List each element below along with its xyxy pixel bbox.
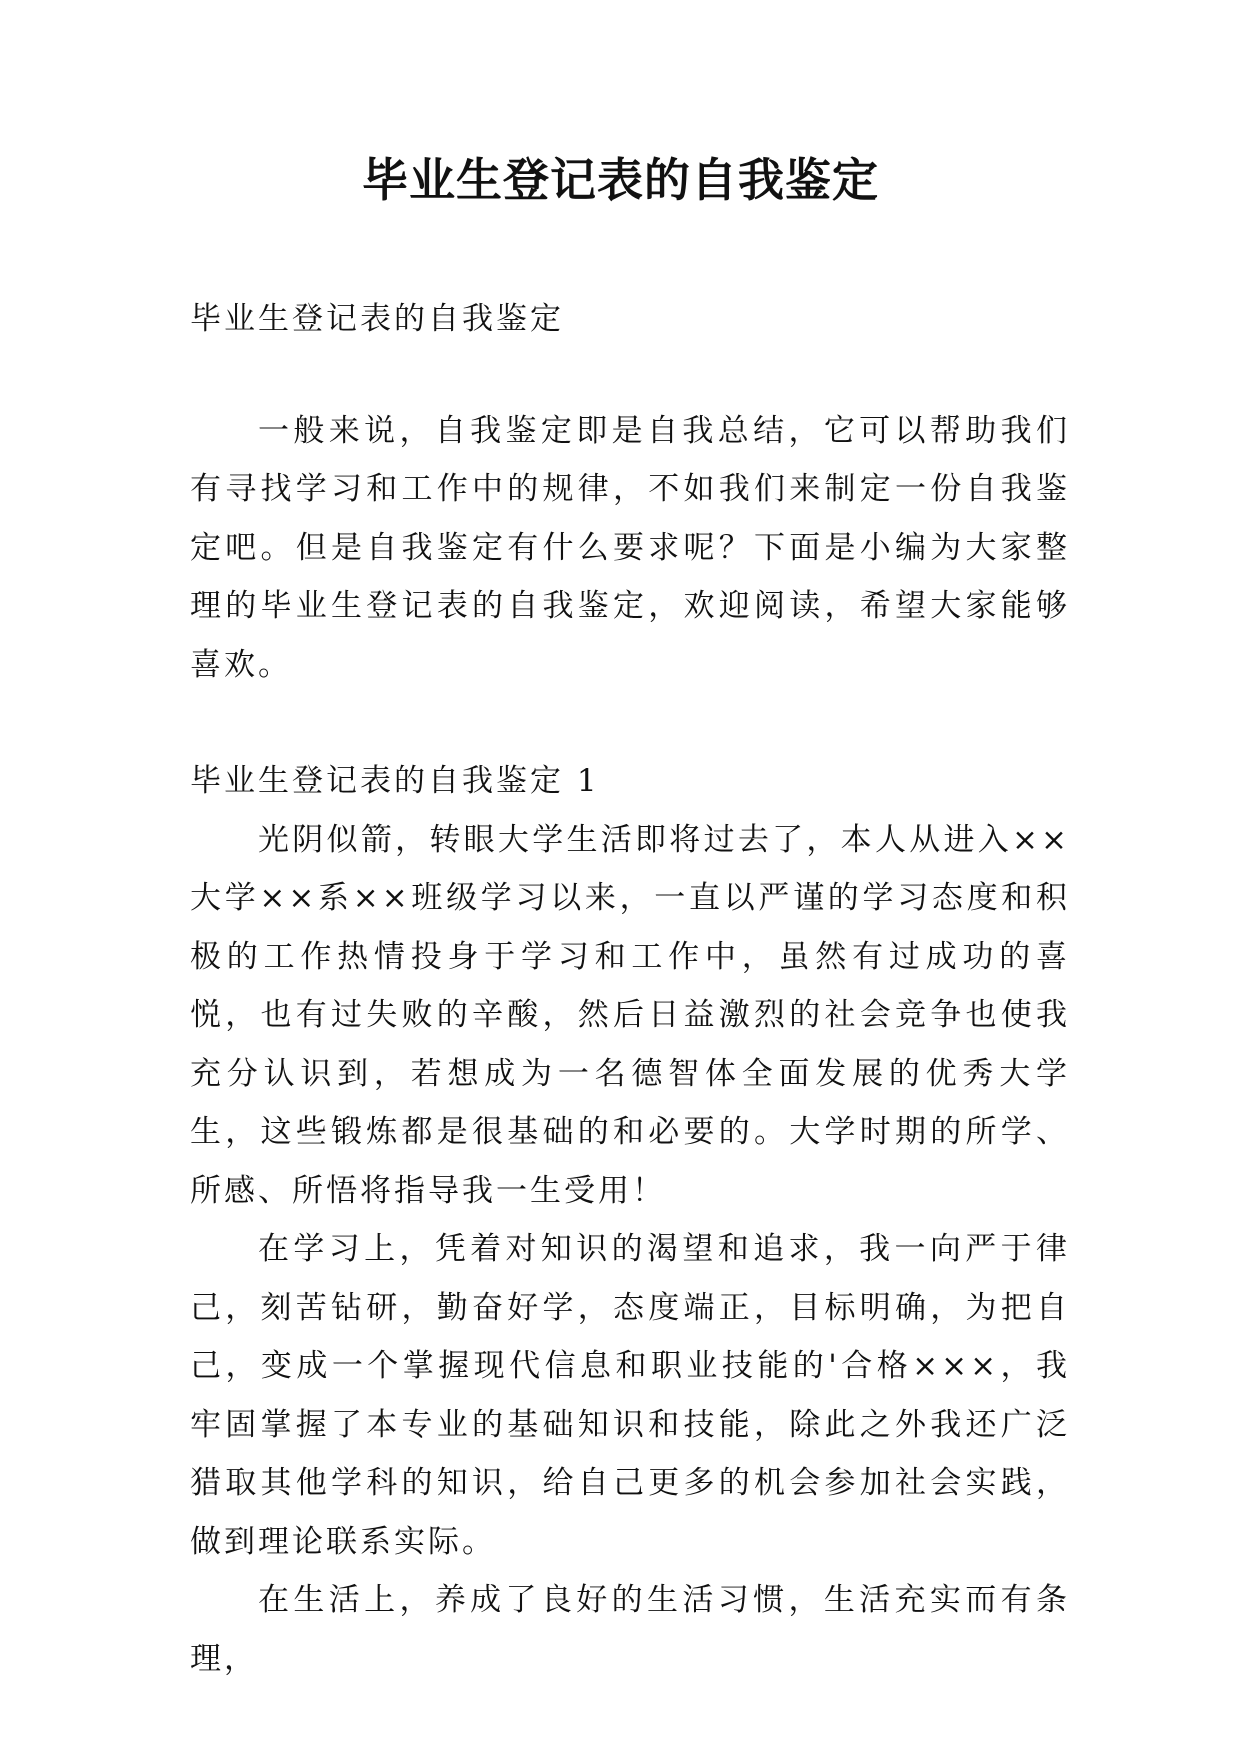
document-body	[190, 290, 1070, 1688]
body-paragraph-1: 光阴似箭，转眼大学生活即将过去了，本人从进入××大学××系××班级学习以来，一直以严谨的学习态度和积极的工作热情投身于学习和工作中，虽然有过成功的喜悦，也有过失败的辛酸，然后日益激烈的社会竞争也使我充分认识到，若想成为一名德智体全面发展的优秀大学生，这些锻炼都是很基础的和必要的。大学时期的所学、所感、所悟将指导我一生受用！	[190, 821, 1070, 1209]
body-paragraph-3: 在生活上，养成了良好的生活习惯，生活充实而有条理，	[190, 1582, 1070, 1677]
document-title: 毕业生登记表的自我鉴定	[362, 153, 879, 207]
body-paragraph-2: 在学习上，凭着对知识的渴望和追求，我一向严于律己，刻苦钻研，勤奋好学，态度端正，目标明确，为把自己，变成一个掌握现代信息和职业技能的'合格×××，我牢固掌握了本专业的基础知识和技能，除此之外我还广泛猎取其他学科的知识，给自己更多的机会参加社会实践，做到理论联系实际。	[190, 1231, 1070, 1560]
document-subtitle: 毕业生登记表的自我鉴定	[190, 301, 564, 337]
intro-paragraph: 一般来说，自我鉴定即是自我总结，它可以帮助我们有寻找学习和工作中的规律，不如我们来制定一份自我鉴定吧。但是自我鉴定有什么要求呢？下面是小编为大家整理的毕业生登记表的自我鉴定，欢迎阅读，希望大家能够喜欢。	[190, 412, 1070, 683]
section-heading: 毕业生登记表的自我鉴定 1	[190, 763, 600, 799]
